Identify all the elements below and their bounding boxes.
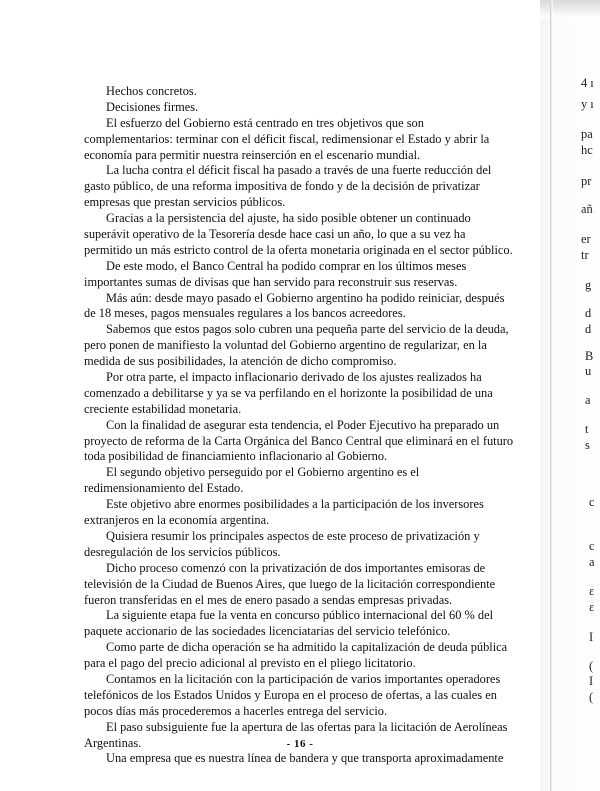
page-number: - 16 -	[286, 738, 314, 750]
facing-page-fragment: I	[589, 674, 594, 688]
text-line: Quisiera resumir los principales aspectos de este proceso de privatización y	[106, 528, 480, 543]
text-line: Más aún: desde mayo pasado el Gobierno argentino ha podido reiniciar, después	[106, 290, 505, 305]
text-line: desregulación de los servicios públicos.	[84, 544, 281, 559]
text-line: Dicho proceso comenzó con la privatización de dos importantes emisoras de	[106, 560, 486, 575]
facing-page-fragment: pr	[581, 174, 592, 188]
text-line: toda posibilidad de financiamiento inflacionario al Gobierno.	[84, 449, 388, 464]
facing-page-fragment: d	[585, 306, 592, 320]
text-line: fueron transferidas en el mes de enero pasado a sendas empresas privadas.	[84, 592, 453, 607]
text-line: El segundo objetivo perseguido por el Gobierno argentino es el	[106, 465, 420, 480]
text-line: importantes sumas de divisas que han servido para reconstruir sus reservas.	[84, 274, 458, 289]
text-line: proyecto de reforma de la Carta Orgánica del Banco Central que eliminará en el futuro	[84, 433, 514, 448]
facing-page-fragment: g	[585, 278, 592, 292]
text-line: El esfuerzo del Gobierno está centrado en tres objetivos que son	[106, 115, 424, 130]
facing-page-fragment: pa	[581, 127, 593, 141]
text-line: redimensionamiento del Estado.	[84, 481, 244, 496]
text-line: Gracias a la persistencia del ajuste, ha sido posible obtener un continuado	[106, 211, 471, 226]
text-line: Argentinas.	[84, 735, 142, 750]
facing-page-fragment: a	[585, 393, 591, 407]
facing-page-fragment: d	[585, 322, 592, 336]
text-line: comenzado a debilitarse y ya se va perfilando en el horizonte la posibilidad de una	[84, 385, 493, 400]
text-line: El paso subsiguiente fue la apertura de las ofertas para la licitación de Aerolíneas	[106, 719, 508, 734]
text-line: televisión de la Ciudad de Buenos Aires, que luego de la licitación correspondiente	[84, 576, 496, 591]
facing-page-fragment: hc	[581, 143, 593, 157]
text-line: superávit operativo de la Tesorería desde hace casi un año, lo que a su vez ha	[84, 227, 466, 242]
facing-page-fragment: a	[589, 555, 595, 569]
text-line: extranjeros en la economía argentina.	[84, 513, 270, 528]
text-line: de 18 meses, pagos mensuales regulares a los bancos acreedores.	[84, 306, 406, 321]
facing-page-fragment: u	[585, 364, 592, 378]
text-line: Decisiones firmes.	[106, 99, 199, 114]
facing-page-fragment: I	[589, 630, 594, 644]
text-line: para el pago del precio adicional al previsto en el pliego licitatorio.	[84, 656, 416, 671]
text-line: complementarios: terminar con el déficit fiscal, redimensionar el Estado y abrir la	[84, 131, 490, 146]
text-line: pocos días más procederemos a hacerles entrega del servicio.	[84, 703, 388, 718]
facing-page-fragment: t	[585, 422, 589, 436]
text-line: permitido un más estricto control de la oferta monetaria originada en el sector público.	[84, 242, 513, 257]
facing-page-fragment: ε	[589, 600, 595, 614]
facing-page-fragment: c	[589, 539, 595, 553]
facing-page-fragment: er	[581, 232, 591, 246]
text-line: Por otra parte, el impacto inflacionario derivado de los ajustes realizados ha	[106, 370, 482, 385]
text-line: Contamos en la licitación con la participación de varios importantes operadores	[106, 671, 501, 686]
text-line: economía para permitir nuestra reinserción en el escenario mundial.	[84, 147, 421, 162]
text-line: Con la finalidad de asegurar esta tendencia, el Poder Ejecutivo ha preparado un	[106, 417, 500, 432]
text-line: Una empresa que es nuestra línea de bandera y que transporta aproximadamente	[106, 751, 504, 766]
text-line: empresas que prestan servicios públicos.	[84, 195, 286, 210]
facing-page-shadow	[540, 0, 600, 18]
facing-page-fragment: (	[589, 690, 594, 704]
text-line: Como parte de dicha operación se ha admitido la capitalización de deuda pública	[106, 640, 508, 655]
text-line: Hechos concretos.	[106, 84, 197, 98]
facing-page-fragment: ε	[589, 584, 595, 598]
text-line: La siguiente etapa fue la venta en concurso público internacional del 60 % del	[106, 608, 494, 623]
text-line: La lucha contra el déficit fiscal ha pasado a través de una fuerte reducción del	[106, 163, 492, 178]
text-line: paquete accionario de las sociedades licenciatarias del servicio telefónico.	[84, 624, 451, 639]
facing-page-fragment: c	[589, 495, 595, 509]
body-text	[84, 84, 514, 767]
facing-page-fragment: 4 ı	[581, 76, 594, 90]
text-line: Este objetivo abre enormes posibilidades a la participación de los inversores	[106, 497, 484, 512]
facing-page-fragment: s	[585, 438, 590, 452]
text-line: Sabemos que estos pagos solo cubren una pequeña parte del servicio de la deuda,	[106, 322, 509, 337]
text-line: telefónicos de los Estados Unidos y Europa en el proceso de ofertas, a las cuales en	[84, 687, 497, 702]
facing-page-fragment: añ	[581, 202, 593, 216]
facing-page-fragment: y ı	[581, 97, 594, 111]
text-line: medida de sus posibilidades, la atención de dicho compromiso.	[84, 354, 397, 369]
text-line: gasto público, de una reforma impositiva de fondo y de la decisión de privatizar	[84, 179, 480, 194]
page-fold	[550, 0, 553, 791]
facing-page-fragment: B	[585, 349, 594, 363]
facing-page-fragment: (	[589, 659, 594, 673]
text-line: creciente estabilidad monetaria.	[84, 401, 242, 416]
text-line: De este modo, el Banco Central ha podido comprar en los últimos meses	[106, 258, 467, 273]
facing-page-fragment: tr	[581, 248, 589, 262]
text-line: pero ponen de manifiesto la voluntad del Gobierno argentino de regularizar, en la	[84, 338, 487, 353]
